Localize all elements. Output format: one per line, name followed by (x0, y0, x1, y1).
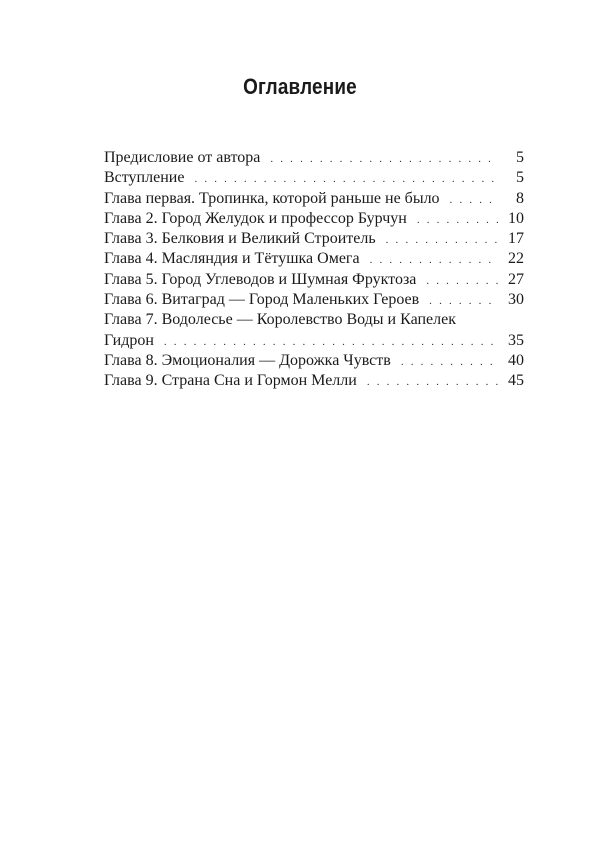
dot-leader (194, 172, 498, 186)
toc-entry-page: 5 (516, 149, 524, 166)
dot-leader (367, 375, 498, 389)
toc-entry-page: 8 (516, 189, 524, 207)
toc-entry-page: 35 (508, 331, 524, 349)
toc-entry (104, 209, 524, 229)
dot-leader (270, 152, 498, 166)
toc-entry (104, 290, 524, 310)
toc-entry-title: Глава 5. Город Углеводов и Шумная Фруктоза (104, 270, 417, 288)
dot-leader (386, 233, 498, 247)
toc-entry (104, 229, 524, 249)
toc-entry-title: Предисловие от автора (104, 149, 261, 166)
dot-leader (450, 193, 498, 207)
toc-entry (104, 351, 524, 371)
toc-entry (104, 371, 524, 391)
dot-leader (429, 294, 498, 308)
toc-entry-page: 10 (508, 209, 524, 227)
dot-leader (164, 335, 498, 349)
toc-entry-page: 40 (508, 351, 524, 369)
page-title: Оглавление (243, 74, 357, 99)
dot-leader (370, 253, 498, 267)
toc-entry-title: Глава 3. Белковия и Великий Строитель (104, 230, 376, 248)
table-of-contents (104, 148, 524, 392)
toc-entry (104, 270, 524, 290)
toc-entry-title: Глава 6. Витаград — Город Маленьких Героев (104, 291, 420, 309)
toc-entry (104, 331, 524, 351)
toc-entry (104, 148, 524, 168)
toc-entry-page: 22 (508, 250, 524, 268)
toc-entry-title: Глава 7. Водолесье — Королевство Воды и Капелек (104, 311, 456, 329)
toc-entry-page: 5 (516, 169, 524, 187)
dot-leader (426, 274, 498, 288)
toc-entry (104, 168, 524, 188)
toc-entry-title: Вступление (104, 169, 185, 187)
toc-entry-title: Глава 9. Страна Сна и Гормон Мелли (104, 372, 357, 390)
toc-entry-title: Глава первая. Тропинка, которой раньше не было (104, 189, 440, 207)
toc-entry-page: 17 (508, 230, 524, 248)
toc-entry-title: Глава 8. Эмоционалия — Дорожка Чувств (104, 351, 391, 369)
toc-entry (104, 189, 524, 209)
dot-leader (417, 213, 498, 227)
dot-leader (401, 355, 498, 369)
toc-entry-page: 45 (508, 372, 524, 390)
toc-entry (104, 249, 524, 269)
toc-entry-title: Глава 2. Город Желудок и профессор Бурчун (104, 209, 407, 227)
toc-entry-page: 30 (508, 291, 524, 309)
toc-entry-title: Глава 4. Масляндия и Тётушка Омега (104, 250, 360, 268)
toc-entry-page: 27 (508, 270, 524, 288)
toc-entry-continuation: Гидрон (104, 331, 154, 349)
